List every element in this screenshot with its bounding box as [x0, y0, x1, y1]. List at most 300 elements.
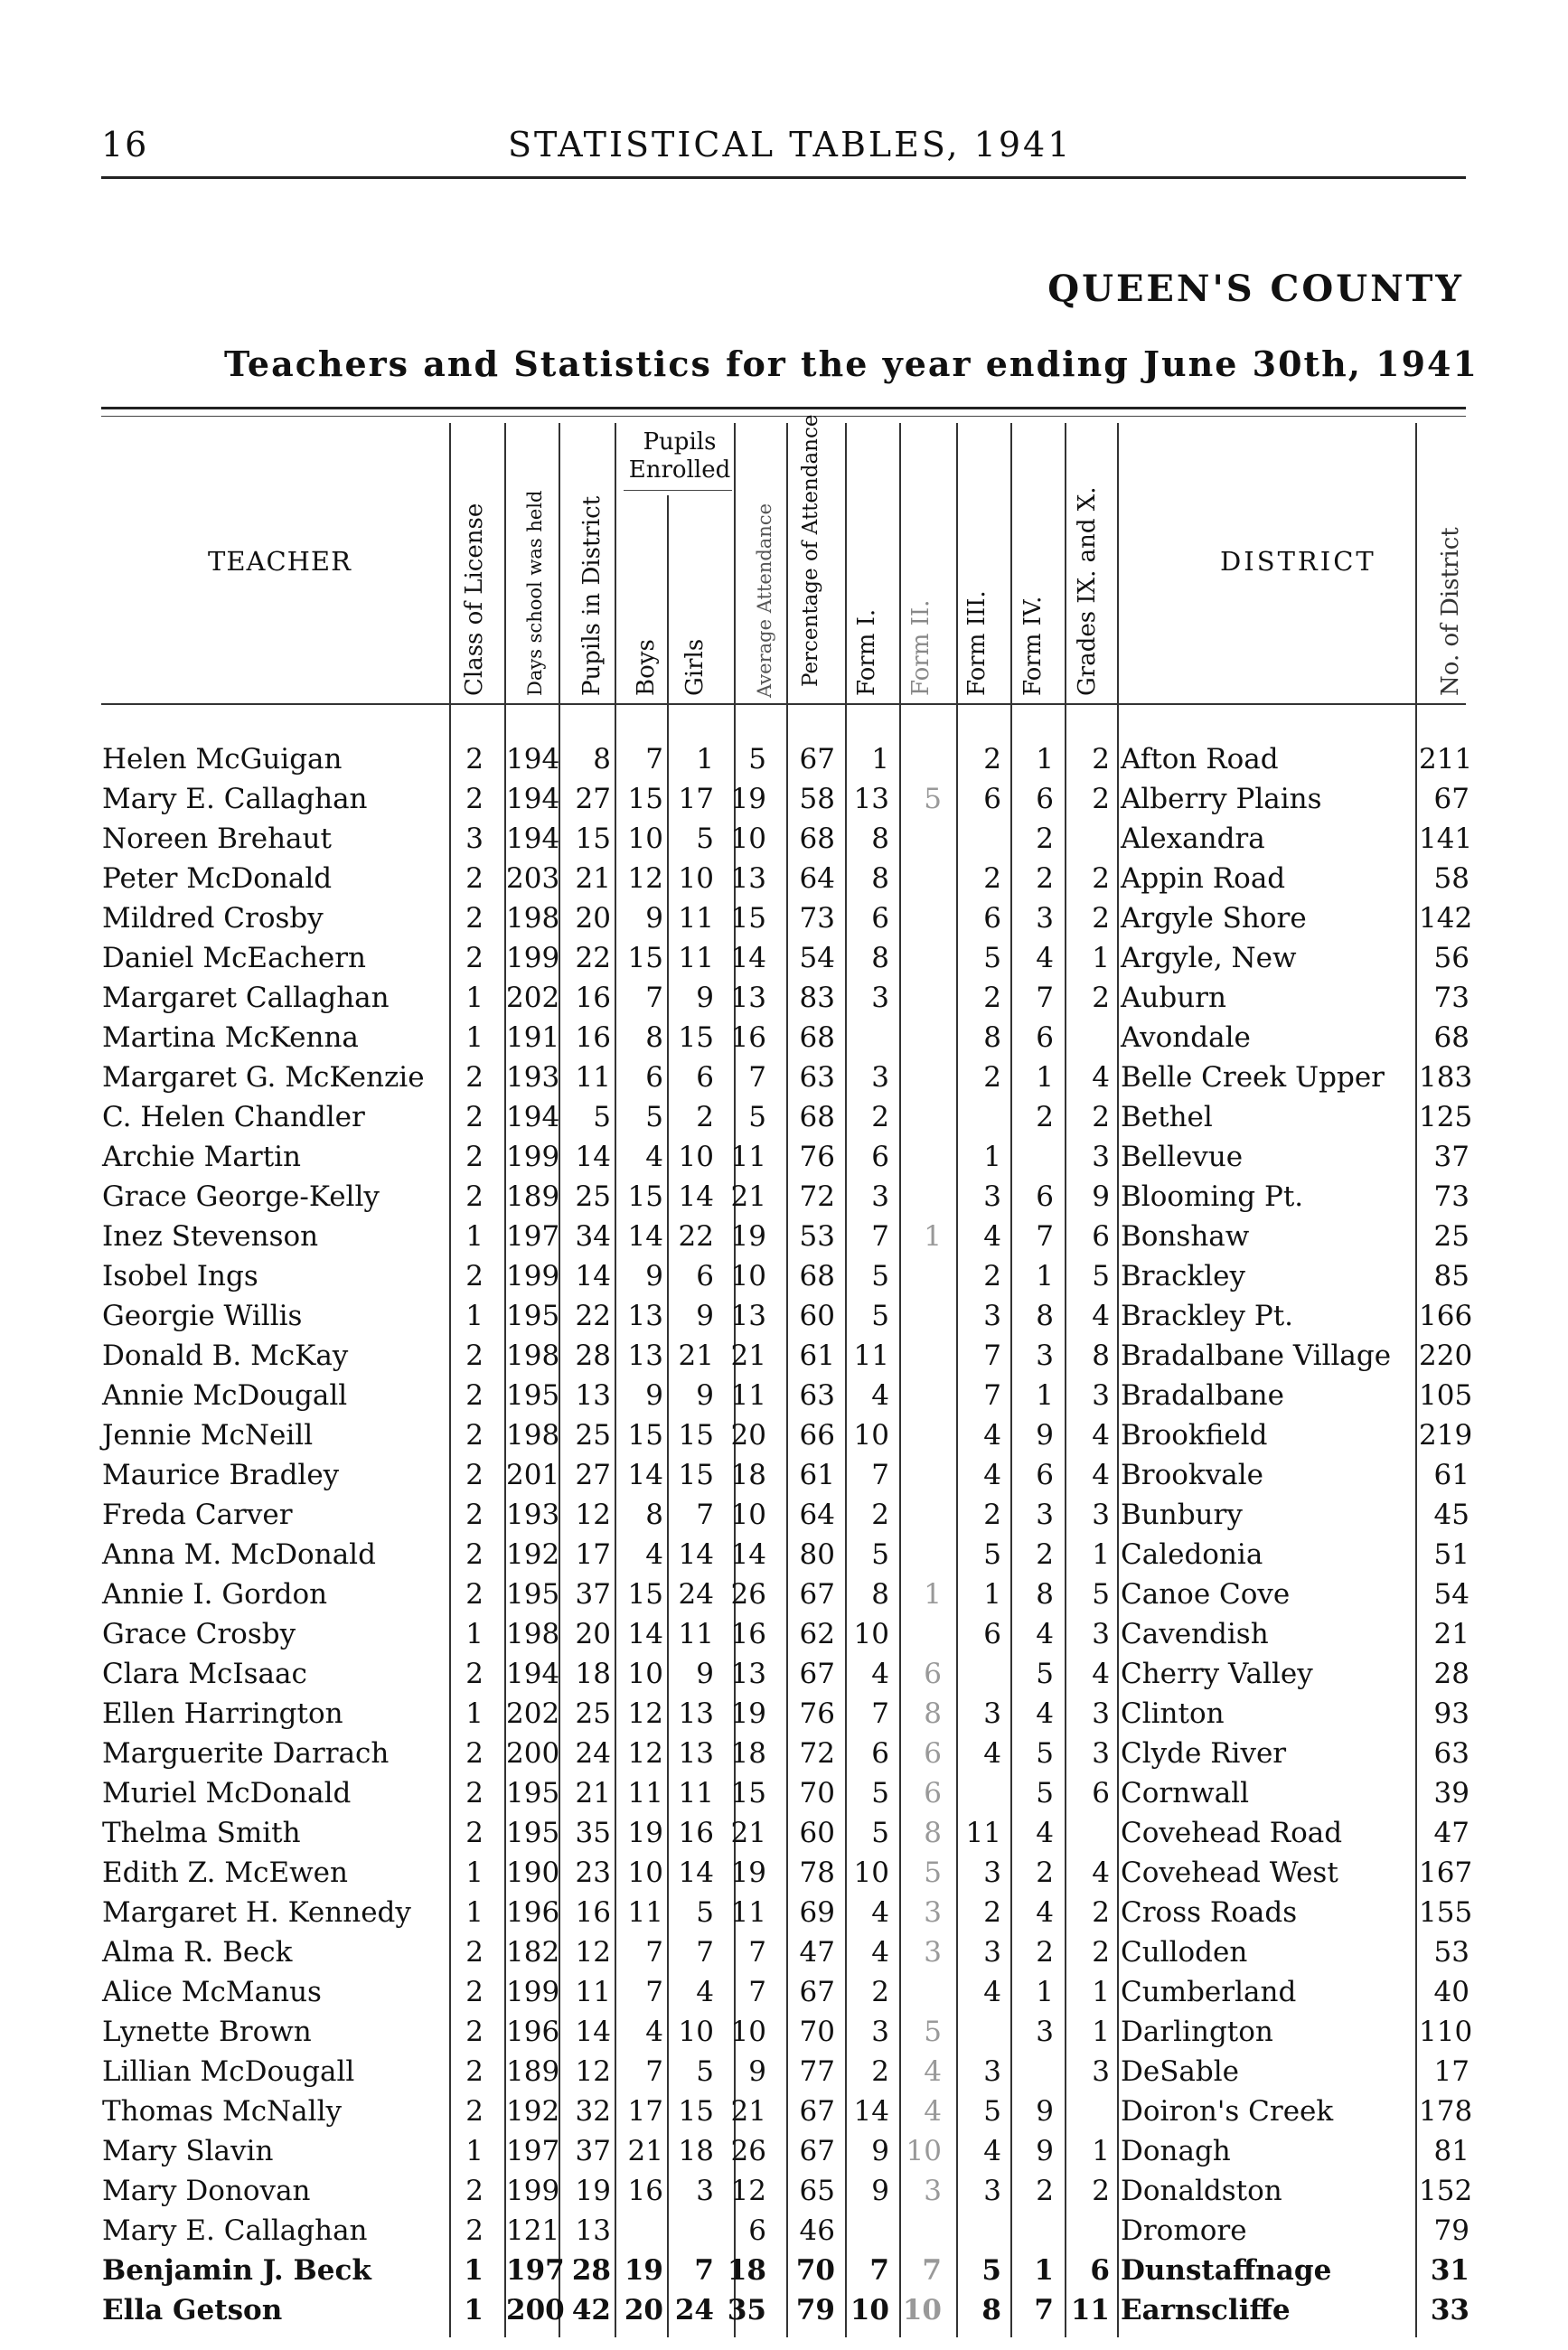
- cell-pupils: 23: [575, 1856, 611, 1889]
- cell-boys: 10: [627, 822, 663, 855]
- cell-girls: 9: [696, 1300, 714, 1332]
- teacher-name: Clara McIsaac: [102, 1658, 307, 1690]
- cell-f1: 7: [871, 1697, 889, 1730]
- cell-pupils: 25: [575, 1419, 611, 1452]
- cell-boys: 16: [627, 2175, 663, 2207]
- cell-girls: 24: [678, 1578, 714, 1611]
- cell-f1: 5: [871, 1777, 889, 1810]
- table-top-rule-thin: [101, 416, 1466, 417]
- col-days-held-header: Days school was held: [524, 490, 546, 696]
- cell-avg: 26: [730, 1578, 766, 1611]
- cell-f3: 3: [983, 1936, 1001, 1969]
- cell-f3: 2: [983, 1260, 1001, 1292]
- cell-district: Dromore: [1121, 2214, 1247, 2247]
- cell-pct: 54: [799, 942, 835, 974]
- cell-pupils: 5: [593, 1101, 611, 1133]
- cell-f4: 8: [1036, 1578, 1054, 1611]
- cell-boys: 4: [645, 2016, 663, 2048]
- cell-boys: 15: [627, 1180, 663, 1213]
- teacher-name: Alma R. Beck: [102, 1936, 293, 1969]
- cell-pct: 68: [799, 822, 835, 855]
- cell-g9: 2: [1092, 1896, 1110, 1929]
- col-grades9-10-header: Grades IX. and X.: [1074, 486, 1101, 696]
- teacher-name: Donald B. McKay: [102, 1340, 349, 1372]
- cell-district: Culloden: [1121, 1936, 1248, 1969]
- cell-no: 219: [1419, 1419, 1473, 1452]
- cell-avg: 11: [730, 1896, 766, 1929]
- cell-f1: 5: [871, 1260, 889, 1292]
- cell-g9: 2: [1092, 1101, 1110, 1133]
- cell-pct: 65: [799, 2175, 835, 2207]
- teacher-name: Edith Z. McEwen: [102, 1856, 348, 1889]
- cell-no: 152: [1419, 2175, 1473, 2207]
- cell-boys: 8: [645, 1499, 663, 1531]
- cell-pct: 83: [799, 982, 835, 1014]
- teacher-name: Isobel Ings: [102, 1260, 258, 1292]
- cell-days: 197: [506, 2254, 565, 2287]
- teacher-name: Jennie McNeill: [102, 1419, 314, 1452]
- teacher-name: Margaret H. Kennedy: [102, 1896, 411, 1929]
- cell-f2: 4: [924, 2095, 942, 2128]
- table-row: [0, 1141, 1568, 1180]
- cell-f3: 4: [983, 1459, 1001, 1491]
- cell-f2: 3: [924, 2175, 942, 2207]
- cell-pupils: 24: [575, 1737, 611, 1770]
- cell-f3: 6: [983, 1618, 1001, 1650]
- cell-girls: 7: [696, 1499, 714, 1531]
- col-boys-header: Boys: [633, 639, 660, 696]
- cell-f1: 11: [853, 1340, 889, 1372]
- cell-boys: 5: [645, 1101, 663, 1133]
- cell-f2: 6: [924, 1737, 942, 1770]
- cell-f3: 7: [983, 1340, 1001, 1372]
- cell-days: 191: [506, 1021, 560, 1054]
- cell-pct: 70: [799, 2016, 835, 2048]
- cell-lic: 2: [465, 1101, 484, 1133]
- cell-pct: 68: [799, 1101, 835, 1133]
- cell-pupils: 12: [575, 1936, 611, 1969]
- cell-g9: 6: [1092, 1777, 1110, 1810]
- cell-avg: 21: [730, 1340, 766, 1372]
- table-row: [0, 1618, 1568, 1658]
- cell-days: 199: [506, 942, 560, 974]
- cell-pupils: 18: [575, 1658, 611, 1690]
- cell-boys: 13: [627, 1300, 663, 1332]
- col-class-of-license-header: Class of License: [461, 503, 488, 696]
- cell-days: 189: [506, 1180, 560, 1213]
- cell-avg: 19: [730, 1697, 766, 1730]
- cell-days: 193: [506, 1499, 560, 1531]
- cell-no: 110: [1419, 2016, 1473, 2048]
- cell-girls: 15: [678, 1459, 714, 1491]
- cell-lic: 2: [465, 1379, 484, 1412]
- cell-pct: 64: [799, 1499, 835, 1531]
- cell-pct: 61: [799, 1459, 835, 1491]
- cell-f3: 8: [983, 1021, 1001, 1054]
- cell-f3: 4: [983, 1419, 1001, 1452]
- cell-avg: 18: [730, 1459, 766, 1491]
- teacher-name: Mary Slavin: [102, 2135, 274, 2167]
- table-row: [0, 1896, 1568, 1936]
- cell-lic: 2: [465, 1817, 484, 1849]
- cell-girls: 21: [678, 1340, 714, 1372]
- cell-f1: 2: [871, 1976, 889, 2008]
- cell-avg: 14: [730, 942, 766, 974]
- cell-no: 28: [1433, 1658, 1469, 1690]
- cell-boys: 7: [645, 982, 663, 1014]
- cell-g9: 3: [1092, 1618, 1110, 1650]
- table-row: [0, 1379, 1568, 1419]
- cell-f1: 6: [871, 1141, 889, 1173]
- cell-pupils: 13: [575, 2214, 611, 2247]
- cell-pupils: 25: [575, 1180, 611, 1213]
- cell-f4: 1: [1034, 2254, 1054, 2287]
- cell-lic: 2: [465, 1777, 484, 1810]
- cell-g9: 5: [1092, 1578, 1110, 1611]
- cell-pct: 53: [799, 1220, 835, 1253]
- cell-f3: 3: [983, 1180, 1001, 1213]
- cell-boys: 15: [627, 1419, 663, 1452]
- cell-pct: 72: [799, 1180, 835, 1213]
- cell-f2: 8: [924, 1817, 942, 1849]
- cell-no: 73: [1433, 1180, 1469, 1213]
- cell-boys: 8: [645, 1021, 663, 1054]
- cell-pct: 66: [799, 1419, 835, 1452]
- cell-pct: 67: [799, 743, 835, 776]
- cell-pct: 80: [799, 1538, 835, 1571]
- col-girls-header: Girls: [681, 638, 709, 696]
- cell-boys: 4: [645, 1141, 663, 1173]
- cell-boys: 19: [624, 2254, 663, 2287]
- cell-lic: 2: [465, 1141, 484, 1173]
- cell-girls: 16: [678, 1817, 714, 1849]
- col-no-of-district-header: No. of District: [1437, 527, 1464, 696]
- cell-pupils: 11: [575, 1976, 611, 2008]
- cell-pupils: 14: [575, 1260, 611, 1292]
- cell-f2: 4: [924, 2055, 942, 2088]
- cell-f3: 4: [983, 1220, 1001, 1253]
- table-row: [0, 822, 1568, 862]
- cell-f4: 3: [1036, 1499, 1054, 1531]
- cell-district: Cross Roads: [1121, 1896, 1298, 1929]
- cell-f4: 6: [1036, 1021, 1054, 1054]
- cell-avg: 12: [730, 2175, 766, 2207]
- cell-g9: 4: [1092, 1658, 1110, 1690]
- cell-pupils: 8: [593, 743, 611, 776]
- cell-district: Bradalbane Village: [1121, 1340, 1392, 1372]
- cell-district: Appin Road: [1121, 862, 1286, 895]
- cell-lic: 1: [465, 1896, 484, 1929]
- cell-pupils: 27: [575, 783, 611, 815]
- cell-pct: 68: [799, 1260, 835, 1292]
- cell-f4: 4: [1036, 942, 1054, 974]
- cell-lic: 2: [465, 743, 484, 776]
- cell-avg: 13: [730, 862, 766, 895]
- cell-f3: 5: [983, 942, 1001, 974]
- cell-girls: 7: [694, 2254, 714, 2287]
- cell-f3: 3: [983, 1697, 1001, 1730]
- cell-pupils: 16: [575, 1896, 611, 1929]
- table-row: [0, 1976, 1568, 2016]
- cell-g9: 11: [1070, 2294, 1110, 2326]
- teacher-name: Maurice Bradley: [102, 1459, 340, 1491]
- cell-pupils: 37: [575, 1578, 611, 1611]
- table-row: [0, 1459, 1568, 1499]
- table-row: [0, 1300, 1568, 1340]
- cell-no: 79: [1433, 2214, 1469, 2247]
- cell-f3: 1: [983, 1578, 1001, 1611]
- teacher-name: Archie Martin: [102, 1141, 302, 1173]
- cell-avg: 18: [727, 2254, 766, 2287]
- col-percentage-attendance-header: Percentage of Attendance: [799, 414, 822, 687]
- cell-g9: 3: [1092, 1141, 1110, 1173]
- cell-g9: 4: [1092, 1419, 1110, 1452]
- cell-f4: 1: [1036, 743, 1054, 776]
- cell-f4: 5: [1036, 1737, 1054, 1770]
- cell-boys: 7: [645, 1976, 663, 2008]
- teacher-name: Margaret G. McKenzie: [102, 1061, 425, 1094]
- col-district-header: DISTRICT: [1220, 546, 1376, 577]
- cell-pct: 64: [799, 862, 835, 895]
- cell-avg: 19: [730, 1220, 766, 1253]
- cell-no: 211: [1419, 743, 1473, 776]
- cell-girls: 7: [696, 1936, 714, 1969]
- cell-f2: 3: [924, 1936, 942, 1969]
- cell-district: Canoe Cove: [1121, 1578, 1291, 1611]
- cell-pupils: 17: [575, 1538, 611, 1571]
- page-number: 16: [101, 125, 149, 164]
- cell-avg: 14: [730, 1538, 766, 1571]
- cell-days: 199: [506, 1141, 560, 1173]
- cell-f2: 3: [924, 1896, 942, 1929]
- cell-boys: 11: [627, 1777, 663, 1810]
- cell-district: Bethel: [1121, 1101, 1213, 1133]
- cell-f1: 5: [871, 1300, 889, 1332]
- cell-girls: 15: [678, 1419, 714, 1452]
- cell-pupils: 22: [575, 1300, 611, 1332]
- cell-f3: 3: [983, 1300, 1001, 1332]
- cell-lic: 2: [465, 1976, 484, 2008]
- cell-f1: 7: [871, 1220, 889, 1253]
- cell-no: 54: [1433, 1578, 1469, 1611]
- cell-g9: 4: [1092, 1856, 1110, 1889]
- cell-district: Avondale: [1121, 1021, 1251, 1054]
- cell-avg: 7: [748, 1061, 766, 1094]
- cell-pct: 69: [799, 1896, 835, 1929]
- cell-boys: 17: [627, 2095, 663, 2128]
- teacher-name: Mary Donovan: [102, 2175, 311, 2207]
- cell-district: DeSable: [1121, 2055, 1240, 2088]
- table-row: [0, 1936, 1568, 1976]
- teacher-name: Marguerite Darrach: [102, 1737, 390, 1770]
- cell-district: Brackley: [1121, 1260, 1246, 1292]
- cell-f1: 14: [853, 2095, 889, 2128]
- cell-no: 67: [1433, 783, 1469, 815]
- cell-pupils: 11: [575, 1061, 611, 1094]
- cell-girls: 9: [696, 1658, 714, 1690]
- cell-district: Blooming Pt.: [1121, 1180, 1304, 1213]
- cell-no: 141: [1419, 822, 1473, 855]
- cell-pct: 72: [799, 1737, 835, 1770]
- cell-g9: 6: [1092, 1220, 1110, 1253]
- cell-pct: 78: [799, 1856, 835, 1889]
- table-row: [0, 1220, 1568, 1260]
- cell-avg: 15: [730, 1777, 766, 1810]
- cell-f3: 4: [983, 2135, 1001, 2167]
- cell-lic: 1: [465, 1300, 484, 1332]
- cell-district: Doiron's Creek: [1121, 2095, 1334, 2128]
- cell-pct: 70: [799, 1777, 835, 1810]
- cell-girls: 15: [678, 2095, 714, 2128]
- cell-f2: 10: [902, 2294, 942, 2326]
- cell-lic: 2: [465, 2016, 484, 2048]
- cell-pupils: 19: [575, 2175, 611, 2207]
- cell-avg: 13: [730, 1300, 766, 1332]
- cell-avg: 13: [730, 1658, 766, 1690]
- teacher-name: Muriel McDonald: [102, 1777, 352, 1810]
- cell-f4: 1: [1036, 1061, 1054, 1094]
- cell-pupils: 12: [575, 2055, 611, 2088]
- cell-avg: 10: [730, 1260, 766, 1292]
- cell-g9: 2: [1092, 743, 1110, 776]
- cell-girls: 9: [696, 982, 714, 1014]
- cell-girls: 14: [678, 1538, 714, 1571]
- teacher-name: Inez Stevenson: [102, 1220, 319, 1253]
- cell-f4: 7: [1036, 1220, 1054, 1253]
- teacher-name: Annie McDougall: [102, 1379, 348, 1412]
- teacher-name: Mary E. Callaghan: [102, 783, 368, 815]
- cell-pct: 76: [799, 1697, 835, 1730]
- cell-g9: 6: [1090, 2254, 1110, 2287]
- cell-days: 198: [506, 1340, 560, 1372]
- cell-lic: 2: [465, 2175, 484, 2207]
- cell-boys: 19: [627, 1817, 663, 1849]
- table-row: [0, 1817, 1568, 1856]
- cell-lic: 2: [465, 783, 484, 815]
- cell-days: 198: [506, 902, 560, 935]
- cell-pct: 68: [799, 1021, 835, 1054]
- cell-g9: 5: [1092, 1260, 1110, 1292]
- table-row: [0, 2055, 1568, 2095]
- cell-girls: 11: [678, 942, 714, 974]
- header-bottom-rule: [101, 703, 1466, 705]
- cell-avg: 10: [730, 822, 766, 855]
- cell-avg: 5: [748, 1101, 766, 1133]
- cell-district: Alberry Plains: [1121, 783, 1322, 815]
- cell-lic: 1: [465, 2135, 484, 2167]
- cell-f3: 2: [983, 1499, 1001, 1531]
- cell-days: 198: [506, 1618, 560, 1650]
- cell-g9: 1: [1092, 2016, 1110, 2048]
- cell-days: 189: [506, 2055, 560, 2088]
- cell-f1: 10: [853, 1419, 889, 1452]
- cell-days: 203: [506, 862, 560, 895]
- cell-f3: 6: [983, 783, 1001, 815]
- cell-days: 199: [506, 1260, 560, 1292]
- cell-g9: 2: [1092, 783, 1110, 815]
- cell-f4: 4: [1036, 1896, 1054, 1929]
- cell-avg: 21: [730, 1817, 766, 1849]
- cell-pct: 79: [795, 2294, 835, 2326]
- cell-f1: 5: [871, 1538, 889, 1571]
- cell-pupils: 32: [575, 2095, 611, 2128]
- cell-f1: 8: [871, 1578, 889, 1611]
- cell-f4: 7: [1036, 982, 1054, 1014]
- cell-no: 39: [1433, 1777, 1469, 1810]
- cell-pct: 76: [799, 1141, 835, 1173]
- cell-girls: 6: [696, 1061, 714, 1094]
- cell-f1: 5: [871, 1817, 889, 1849]
- cell-f3: 8: [981, 2294, 1001, 2326]
- cell-f1: 1: [871, 743, 889, 776]
- cell-district: Bellevue: [1121, 1141, 1244, 1173]
- cell-district: Bradalbane: [1121, 1379, 1284, 1412]
- cell-district: Donaldston: [1121, 2175, 1282, 2207]
- cell-f4: 1: [1036, 1976, 1054, 2008]
- cell-girls: 18: [678, 2135, 714, 2167]
- cell-girls: 5: [696, 822, 714, 855]
- cell-no: 155: [1419, 1896, 1473, 1929]
- cell-no: 25: [1433, 1220, 1469, 1253]
- cell-f4: 4: [1036, 1817, 1054, 1849]
- cell-avg: 26: [730, 2135, 766, 2167]
- header-rule: [101, 176, 1466, 179]
- cell-days: 194: [506, 783, 560, 815]
- cell-avg: 9: [748, 2055, 766, 2088]
- col-form2-header: Form II.: [907, 599, 934, 696]
- table-top-rule: [101, 407, 1466, 409]
- cell-f1: 8: [871, 822, 889, 855]
- cell-f1: 3: [871, 1061, 889, 1094]
- cell-no: 51: [1433, 1538, 1469, 1571]
- cell-girls: 24: [674, 2294, 714, 2326]
- cell-days: 199: [506, 2175, 560, 2207]
- cell-f4: 5: [1036, 1777, 1054, 1810]
- cell-days: 194: [506, 743, 560, 776]
- cell-g9: 1: [1092, 942, 1110, 974]
- cell-pct: 77: [799, 2055, 835, 2088]
- cell-avg: 20: [730, 1419, 766, 1452]
- cell-days: 194: [506, 1658, 560, 1690]
- cell-lic: 2: [465, 1459, 484, 1491]
- cell-f3: 2: [983, 1896, 1001, 1929]
- cell-f1: 6: [871, 902, 889, 935]
- cell-girls: 14: [678, 1856, 714, 1889]
- table-row: [0, 1697, 1568, 1737]
- cell-no: 85: [1433, 1260, 1469, 1292]
- teacher-name: Lynette Brown: [102, 2016, 312, 2048]
- cell-district: Clinton: [1121, 1697, 1225, 1730]
- cell-g9: 2: [1092, 1936, 1110, 1969]
- cell-no: 45: [1433, 1499, 1469, 1531]
- cell-boys: 20: [624, 2294, 663, 2326]
- cell-f3: 5: [981, 2254, 1001, 2287]
- cell-g9: 3: [1092, 1737, 1110, 1770]
- cell-g9: 4: [1092, 1061, 1110, 1094]
- table-row: [0, 942, 1568, 982]
- cell-days: 194: [506, 1101, 560, 1133]
- cell-f4: 9: [1036, 2135, 1054, 2167]
- cell-district: Earnscliffe: [1121, 2294, 1291, 2326]
- cell-girls: 13: [678, 1697, 714, 1730]
- cell-no: 105: [1419, 1379, 1473, 1412]
- cell-district: Covehead Road: [1121, 1817, 1343, 1849]
- cell-f1: 3: [871, 982, 889, 1014]
- cell-f3: 7: [983, 1379, 1001, 1412]
- cell-no: 125: [1419, 1101, 1473, 1133]
- cell-lic: 1: [465, 1856, 484, 1889]
- teacher-name: Benjamin J. Beck: [102, 2254, 371, 2287]
